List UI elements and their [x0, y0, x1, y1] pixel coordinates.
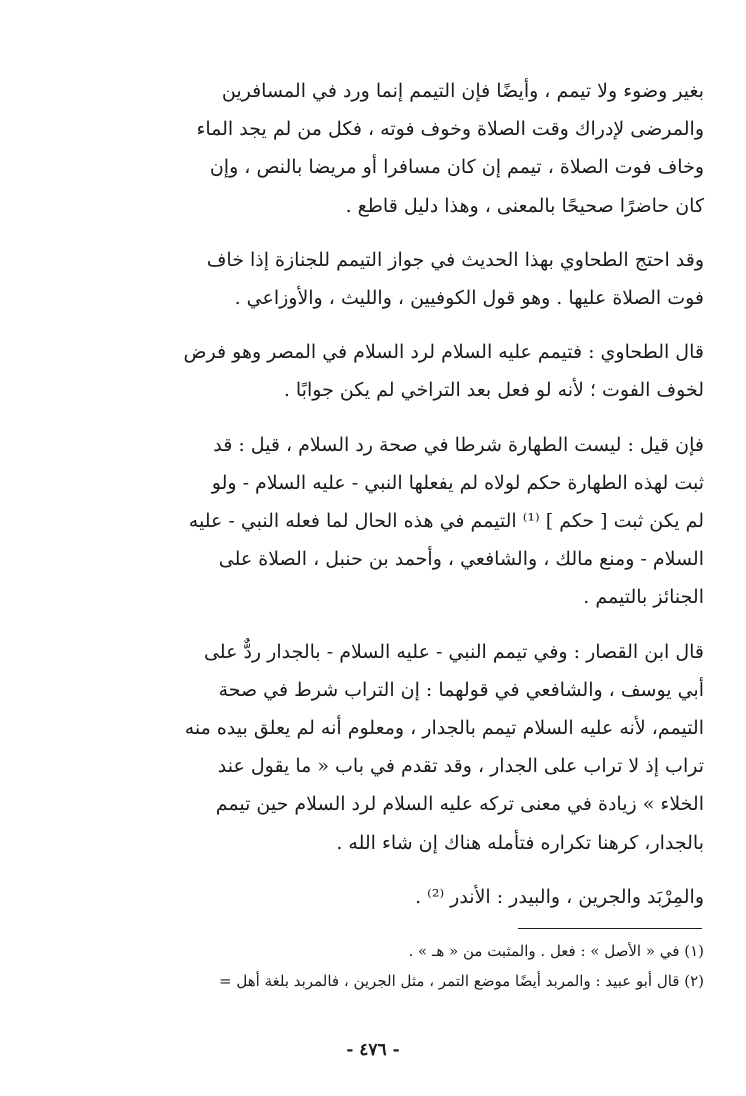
text-line: قال ابن القصار : وفي تيمم النبي - عليه السلام - بالجدار ردٌّ على: [203, 640, 704, 663]
text-line: بالجدار، كرهنا تكراره فتأمله هناك إن شاء الله .: [336, 831, 704, 854]
text-line: قال الطحاوي : فتيمم عليه السلام لرد السلام في المصر وهو فرض: [183, 341, 704, 364]
paragraph-2: [92, 241, 704, 317]
text-line: لخوف الفوت ؛ لأنه لو فعل بعد التراخي لم يكن جوابًا .: [283, 379, 704, 402]
paragraph-1: [92, 72, 704, 225]
paragraph-4: [92, 426, 704, 617]
footnotes: [92, 936, 704, 996]
footnote-2: (٢) قال أبو عبيد : والمربد أيضًا موضع التمر ، مثل الجرين ، فالمربد بلغة أهل =: [219, 972, 704, 990]
text-line: لم يكن ثبت [ حكم ] ⁽¹⁾ التيمم في هذه الحال لما فعله النبي - عليه: [188, 510, 704, 533]
main-text: [92, 72, 704, 916]
paragraph-5: [92, 633, 704, 862]
paragraph-3: [92, 333, 704, 409]
paragraph-6: [92, 878, 704, 916]
text-line: تراب إذ لا تراب على الجدار ، وقد تقدم في باب « ما يقول عند: [217, 755, 704, 778]
text-line: وخاف فوت الصلاة ، تيمم إن كان مسافرا أو مريضا بالنص ، وإن: [209, 156, 704, 179]
text-line: أبي يوسف ، والشافعي في قولهما : إن التراب شرط في صحة: [218, 678, 704, 701]
text-line: الجنائز بالتيمم .: [583, 586, 704, 609]
text-line: وقد احتج الطحاوي بهذا الحديث في جواز التيمم للجنازة إذا خاف: [206, 248, 704, 271]
text-line: السلام - ومنع مالك ، والشافعي ، وأحمد بن حنبل ، الصلاة على: [218, 548, 704, 571]
footnote-separator: [518, 928, 702, 929]
text-line: بغير وضوء ولا تيمم ، وأيضًا فإن التيمم إنما ورد في المسافرين: [221, 80, 704, 102]
text-line: فوت الصلاة عليها . وهو قول الكوفيين ، والليث ، والأوزاعي .: [234, 287, 704, 310]
text-line: كان حاضرًا صحيحًا بالمعنى ، وهذا دليل قاطع .: [345, 194, 704, 217]
text-line: فإن قيل : ليست الطهارة شرطا في صحة رد السلام ، قيل : قد: [213, 433, 704, 456]
text-line: التيمم، لأنه عليه السلام تيمم بالجدار ، ومعلوم أنه لم يعلق بيده منه: [184, 717, 704, 740]
text-line: والمِرْبَد والجرين ، والبيدر : الأندر ⁽²⁾ .: [415, 885, 704, 908]
text-line: والمرضى لإدراك وقت الصلاة وخوف فوته ، فكل من لم يجد الماء: [196, 118, 704, 141]
page-number: - ٤٧٦ -: [346, 1040, 400, 1060]
text-line: الخلاء » زيادة في معنى تركه عليه السلام لرد السلام حين تيمم: [215, 793, 704, 816]
text-line: ثبت لهذه الطهارة حكم لولاه لم يفعلها النبي - عليه السلام - ولو: [211, 471, 704, 494]
footnote-1: (١) في « الأصل » : فعل . والمثبت من « هـ » .: [408, 942, 704, 960]
